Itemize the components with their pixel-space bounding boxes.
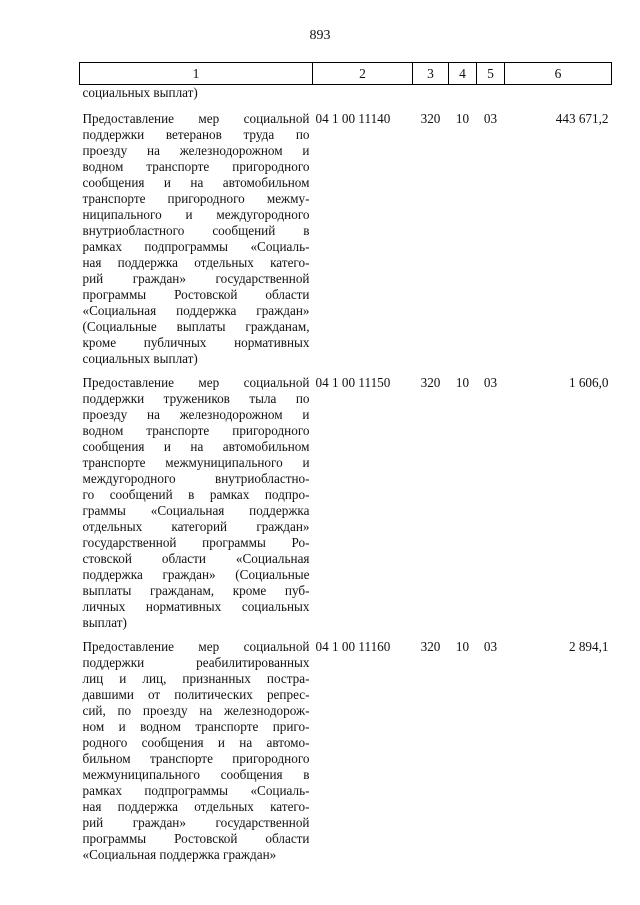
text-line: транспорте межмуниципального и (82, 455, 310, 470)
page-number: 893 (309, 28, 331, 43)
text-line: «Социальная поддержка граждан» (82, 303, 310, 318)
text-line: ная поддержка отдельных катего- (82, 255, 310, 270)
row-description (80, 639, 313, 871)
column-header: 5 (477, 63, 505, 85)
amount-value: 443 671,2 (555, 111, 609, 126)
text-line: Предоставление мер социальной (82, 375, 310, 390)
text-line: междугородного внутриобластно- (82, 471, 310, 486)
text-line: Предоставление мер социальной (82, 639, 310, 654)
text-line: водном транспорте пригородного (82, 159, 310, 174)
column-header: 4 (449, 63, 477, 85)
section-code: 10 (455, 111, 470, 126)
text-line: межмуниципального сообщения в (82, 767, 310, 782)
text-line: программы Ростовской области (82, 287, 310, 302)
text-line: поддержки реабилитированных (82, 655, 310, 670)
table-header-row (80, 63, 612, 85)
text-line: поддержки ветеранов труда по (82, 127, 310, 142)
continuation-row (80, 85, 612, 112)
row-description (80, 111, 313, 375)
text-line: бильном транспорте пригородного (82, 751, 310, 766)
text-line: сий, по проезду на железнодорож- (82, 703, 310, 718)
table-row (80, 111, 612, 375)
text-line: поддержка граждан» (Социальные (82, 567, 310, 582)
subsection-code: 03 (483, 375, 498, 390)
table-row (80, 639, 612, 871)
column-header: 6 (505, 63, 612, 85)
text-line: проезду на железнодорожном и (82, 407, 310, 422)
text-line: ниципального и междугородного (82, 207, 310, 222)
column-header: 1 (80, 63, 313, 85)
column-header: 3 (413, 63, 449, 85)
subsection-code: 03 (483, 111, 498, 126)
text-line: «Социальная поддержка граждан» (82, 847, 277, 862)
section-code: 10 (455, 639, 470, 654)
text-line: граммы «Социальная поддержка (82, 503, 310, 518)
text-line: рамках подпрограммы «Социаль- (82, 239, 310, 254)
text-line: поддержки тружеников тыла по (82, 391, 310, 406)
text-line: социальных выплат) (82, 85, 198, 100)
text-line: программы Ростовской области (82, 831, 310, 846)
text-line: го сообщений в рамках подпро- (82, 487, 310, 502)
subsection-code: 03 (483, 639, 498, 654)
budget-table (79, 62, 612, 871)
text-line: лиц и лиц, признанных постра- (82, 671, 310, 686)
amount-value: 1 606,0 (568, 375, 609, 390)
target-article-code: 04 1 00 11140 (315, 111, 391, 126)
text-line: давшими от политических репрес- (82, 687, 310, 702)
row-description (80, 375, 313, 639)
text-line: личных нормативных социальных (82, 599, 310, 614)
column-header: 2 (313, 63, 413, 85)
text-line: Предоставление мер социальной (82, 111, 310, 126)
section-code: 10 (455, 375, 470, 390)
text-line: проезду на железнодорожном и (82, 143, 310, 158)
text-line: (Социальные выплаты гражданам, (82, 319, 310, 334)
target-article-code: 04 1 00 11160 (315, 639, 391, 654)
text-line: выплат) (82, 615, 127, 630)
expense-type-code: 320 (420, 639, 441, 654)
text-line: рий граждан» государственной (82, 271, 310, 286)
target-article-code: 04 1 00 11150 (315, 375, 391, 390)
text-line: сообщения и на автомобильном (82, 439, 310, 454)
text-line: рий граждан» государственной (82, 815, 310, 830)
text-line: выплаты гражданам, кроме пуб- (82, 583, 310, 598)
text-line: внутриобластного сообщений в (82, 223, 310, 238)
text-line: стовской области «Социальная (82, 551, 310, 566)
text-line: транспорте пригородного межму- (82, 191, 310, 206)
text-line: ная поддержка отдельных катего- (82, 799, 310, 814)
text-line: ном и водном транспорте приго- (82, 719, 310, 734)
text-line: водном транспорте пригородного (82, 423, 310, 438)
amount-value: 2 894,1 (568, 639, 609, 654)
expense-type-code: 320 (420, 375, 441, 390)
text-line: социальных выплат) (82, 351, 198, 366)
table-row (80, 375, 612, 639)
text-line: кроме публичных нормативных (82, 335, 310, 350)
continuation-text (80, 85, 313, 112)
text-line: рамках подпрограммы «Социаль- (82, 783, 310, 798)
text-line: государственной программы Ро- (82, 535, 310, 550)
text-line: родного сообщения и на автомо- (82, 735, 310, 750)
text-line: сообщения и на автомобильном (82, 175, 310, 190)
expense-type-code: 320 (420, 111, 441, 126)
text-line: отдельных категорий граждан» (82, 519, 310, 534)
